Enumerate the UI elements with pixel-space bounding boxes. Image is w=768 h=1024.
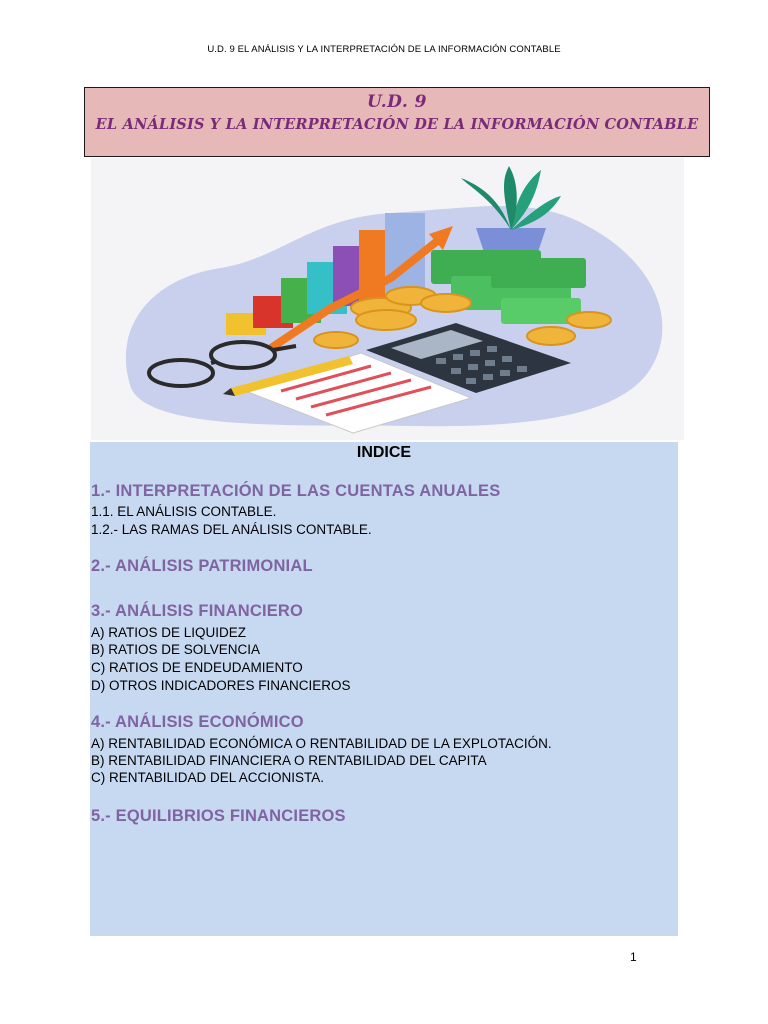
- unit-number: U.D. 9: [367, 92, 427, 112]
- section-heading: 5.- EQUILIBRIOS FINANCIEROS: [91, 807, 346, 825]
- index-item: C) RATIOS DE ENDEUDAMIENTO: [91, 660, 303, 675]
- index-title: INDICE: [356, 444, 412, 461]
- index-item: B) RENTABILIDAD FINANCIERA O RENTABILIDAD DEL CAPITA: [91, 753, 487, 768]
- index-item: B) RATIOS DE SOLVENCIA: [91, 642, 261, 657]
- section-heading: 2.- ANÁLISIS PATRIMONIAL: [91, 557, 313, 575]
- section-heading: 1.- INTERPRETACIÓN DE LAS CUENTAS ANUALES: [91, 482, 501, 500]
- index-item: C) RENTABILIDAD DEL ACCIONISTA.: [91, 770, 325, 785]
- running-header: U.D. 9 EL ANÁLISIS Y LA INTERPRETACIÓN DE LA INFORMACIÓN CONTABLE: [207, 44, 561, 55]
- section-heading: 3.- ANÁLISIS FINANCIERO: [91, 602, 304, 620]
- title-box: [84, 87, 710, 157]
- index-panel: [90, 442, 678, 936]
- unit-title: EL ANÁLISIS Y LA INTERPRETACIÓN DE LA INFORMACIÓN CONTABLE: [95, 116, 699, 133]
- index-item: A) RATIOS DE LIQUIDEZ: [91, 625, 247, 640]
- finance-illustration: [91, 158, 684, 440]
- index-item: 1.1. EL ANÁLISIS CONTABLE.: [91, 504, 277, 519]
- index-item: D) OTROS INDICADORES FINANCIEROS: [91, 678, 351, 693]
- section-heading: 4.- ANÁLISIS ECONÓMICO: [91, 713, 304, 731]
- index-item: 1.2.- LAS RAMAS DEL ANÁLISIS CONTABLE.: [91, 522, 372, 537]
- page-number: 1: [630, 950, 637, 964]
- index-item: A) RENTABILIDAD ECONÓMICA O RENTABILIDAD DE LA EXPLOTACIÓN.: [91, 736, 552, 751]
